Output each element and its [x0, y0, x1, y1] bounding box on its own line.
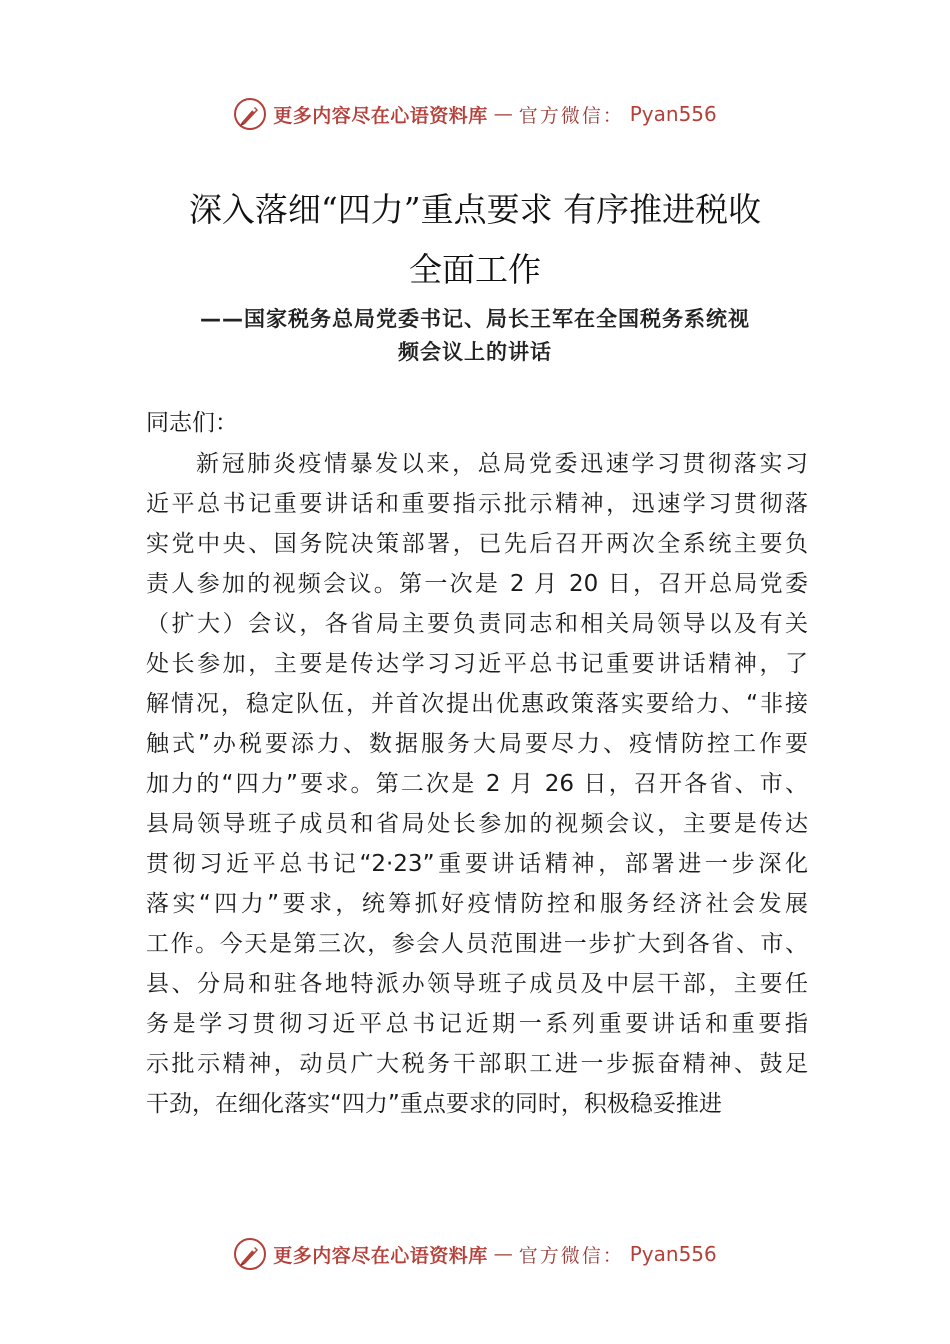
watermark-brand-text: 更多内容尽在心语资料库 — [273, 104, 488, 127]
watermark-brand-text: 更多内容尽在心语资料库 — [273, 1244, 488, 1267]
watermark-dash: — — [493, 103, 513, 125]
watermark-wechat-id: Pyan556 — [629, 102, 717, 126]
paragraph-line: 工作。今天是第三次，参会人员范围进一步扩大到各省、市、 — [146, 931, 808, 957]
watermark-wechat-id: Pyan556 — [629, 1242, 717, 1266]
header-watermark — [0, 94, 950, 134]
paragraph-line: 实党中央、国务院决策部署，已先后召开两次全系统主要负 — [146, 531, 808, 557]
paragraph-line: 责人参加的视频会议。第一次是 2 月 20 日，召开总局党委 — [146, 571, 808, 597]
document-title-line-2: 全面工作 — [409, 250, 541, 289]
paragraph-line: 贯彻习近平总书记“2·23”重要讲话精神，部署进一步深化 — [146, 851, 808, 877]
pen-nib-logo-icon — [233, 1237, 267, 1271]
paragraph-line: 解情况，稳定队伍，并首次提出优惠政策落实要给力、“非接 — [146, 691, 808, 717]
paragraph-line: 加力的“四力”要求。第二次是 2 月 26 日，召开各省、市、 — [146, 771, 808, 797]
paragraph-line: 新冠肺炎疫情暴发以来，总局党委迅速学习贯彻落实习 — [196, 451, 808, 477]
document-subtitle-line-1: ——国家税务总局党委书记、局长王军在全国税务系统视 — [200, 307, 750, 331]
document-subtitle-line-2: 频会议上的讲话 — [398, 340, 552, 364]
pen-nib-logo-icon — [233, 97, 267, 131]
salutation: 同志们： — [146, 410, 238, 436]
paragraph-line: 县局领导班子成员和省局处长参加的视频会议，主要是传达 — [146, 811, 808, 837]
paragraph-line: 县、分局和驻各地特派办领导班子成员及中层干部，主要任 — [146, 971, 808, 997]
paragraph-line: 干劲，在细化落实“四力”重点要求的同时，积极稳妥推进 — [146, 1091, 722, 1117]
paragraph-line: 处长参加，主要是传达学习习近平总书记重要讲话精神，了 — [146, 651, 808, 677]
watermark-wechat-label: 官方微信： — [518, 104, 624, 127]
footer-watermark — [0, 1234, 950, 1274]
document-title-line-1: 深入落细“四力”重点要求 有序推进税收 — [188, 190, 762, 229]
watermark-wechat-label: 官方微信： — [518, 1244, 624, 1267]
paragraph-line: 触式”办税要添力、数据服务大局要尽力、疫情防控工作要 — [146, 731, 808, 757]
watermark-dash: — — [493, 1243, 513, 1265]
paragraph-line: （扩大）会议，各省局主要负责同志和相关局领导以及有关 — [146, 611, 808, 637]
body-paragraph — [146, 444, 808, 1124]
paragraph-line: 落实“四力”要求，统筹抓好疫情防控和服务经济社会发展 — [146, 891, 808, 917]
paragraph-line: 务是学习贯彻习近平总书记近期一系列重要讲话和重要指 — [146, 1011, 808, 1037]
paragraph-line: 示批示精神，动员广大税务干部职工进一步振奋精神、鼓足 — [146, 1051, 808, 1077]
paragraph-line: 近平总书记重要讲话和重要指示批示精神，迅速学习贯彻落 — [146, 491, 808, 517]
